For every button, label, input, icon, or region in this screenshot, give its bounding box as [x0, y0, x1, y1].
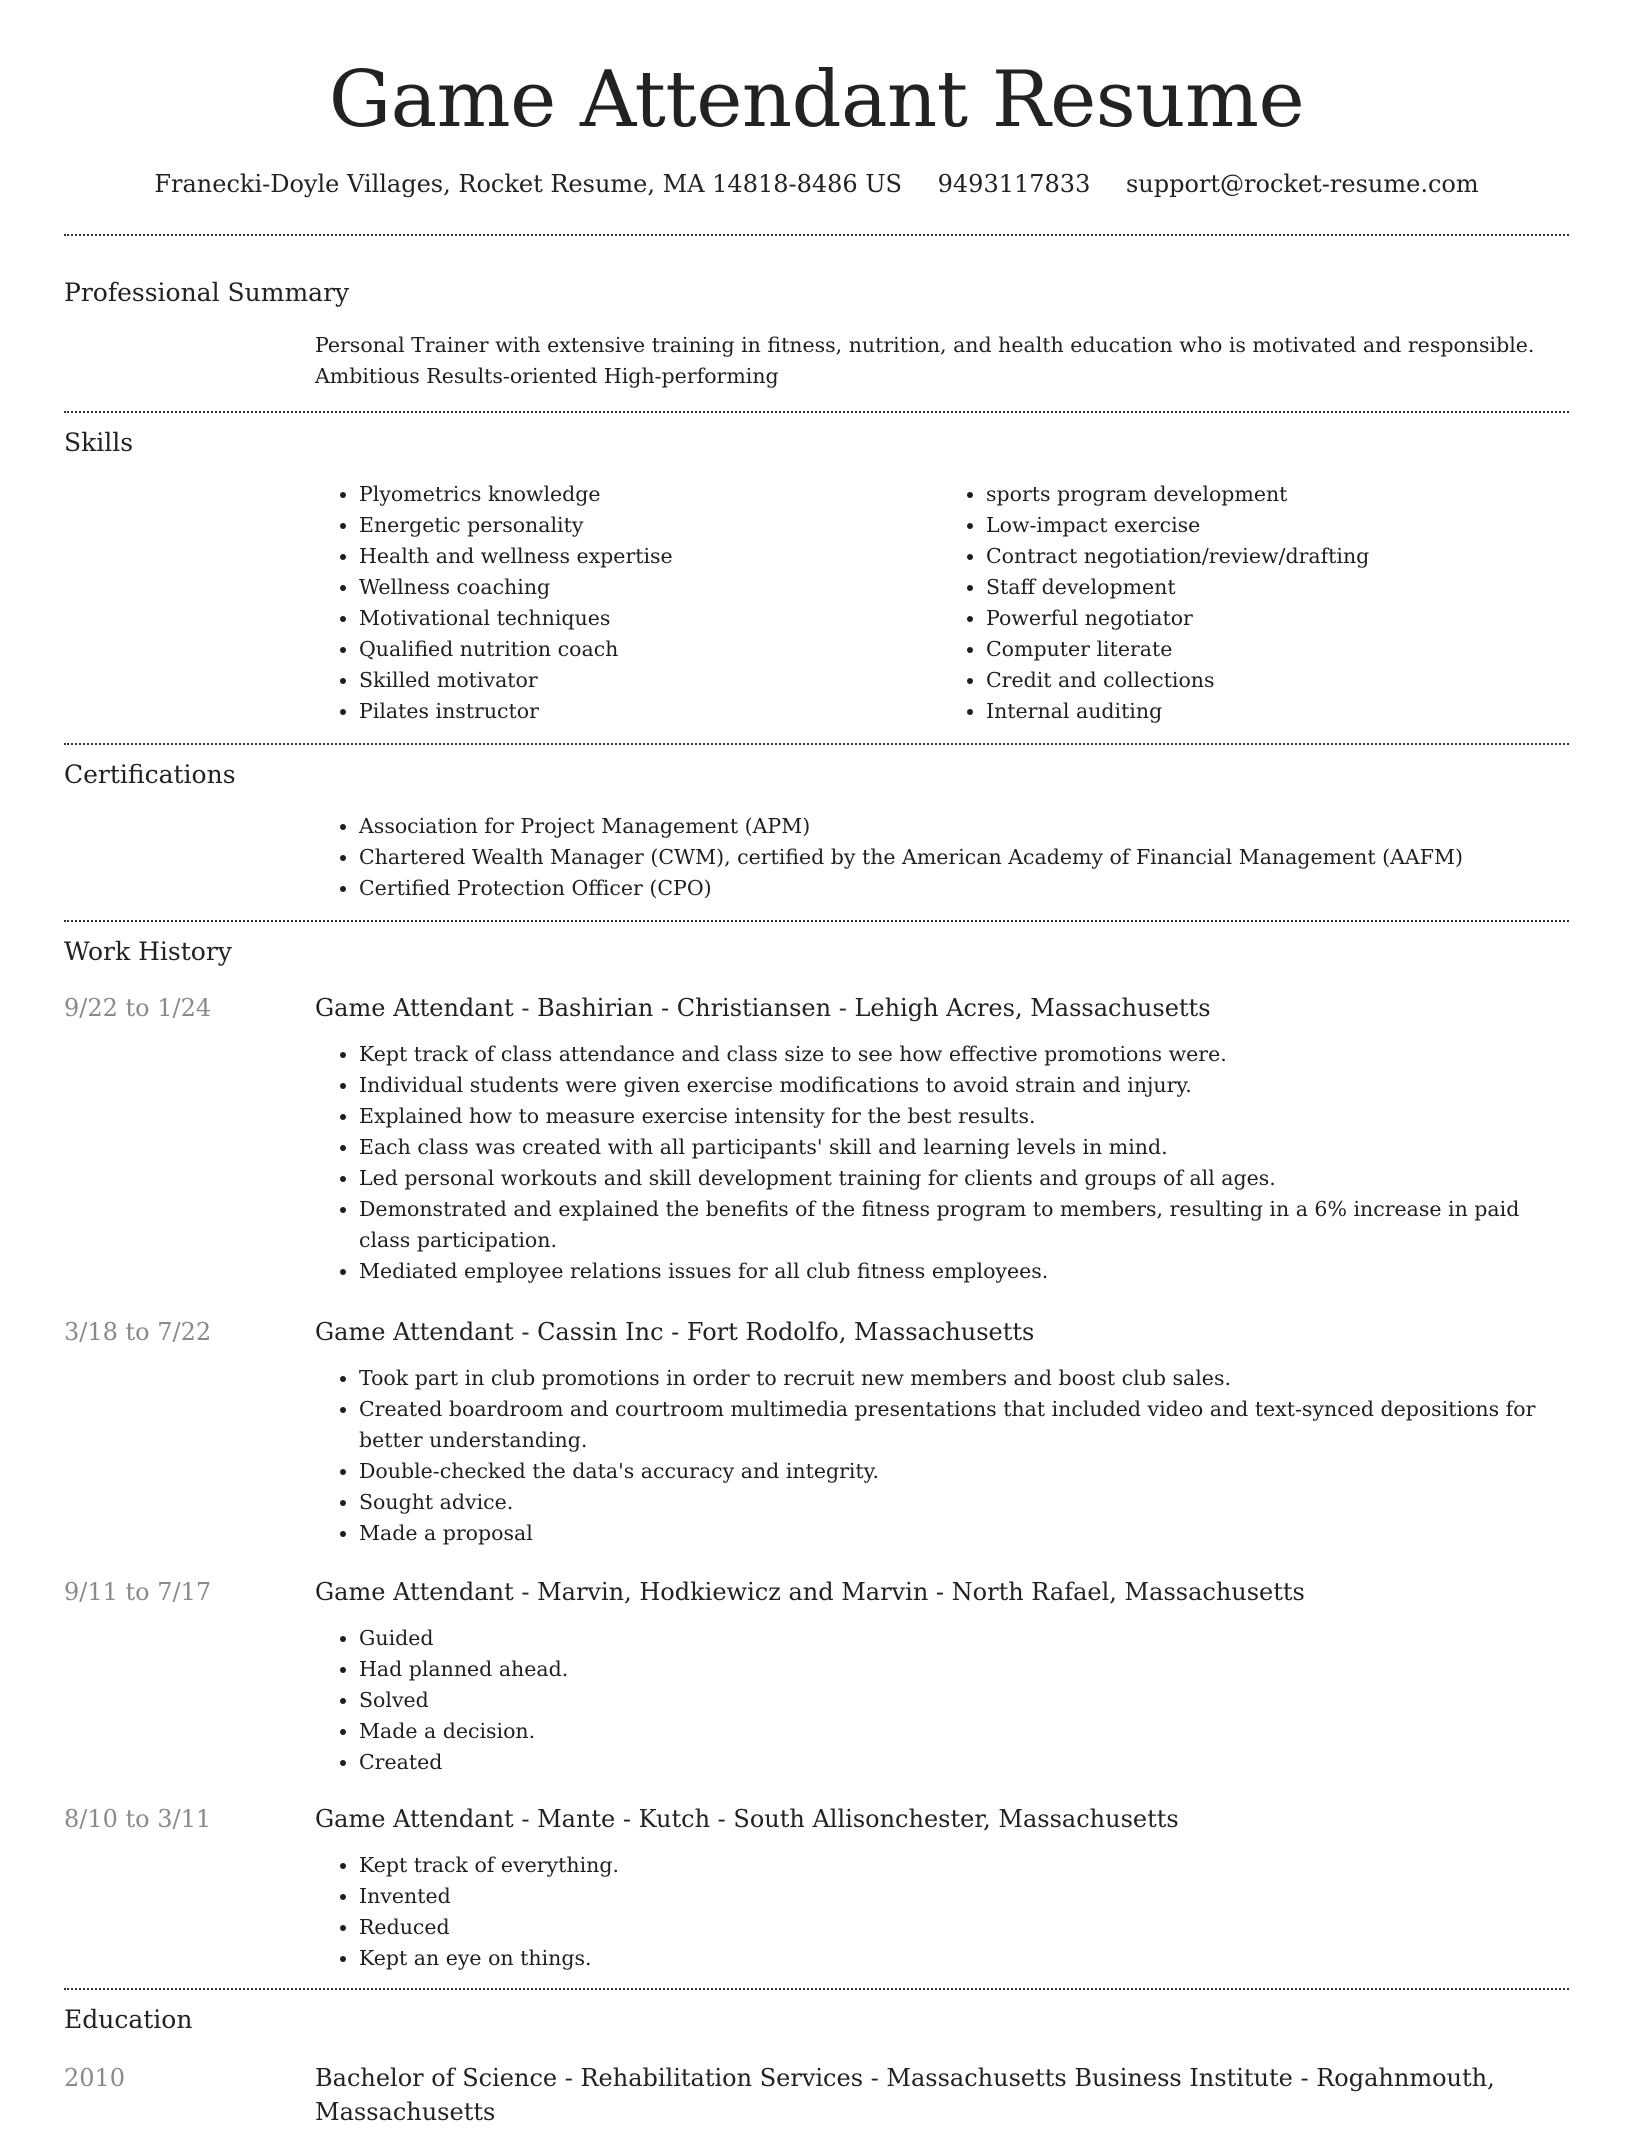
skill-item: • Qualified nutrition coach — [359, 634, 942, 665]
skill-item: • Computer literate — [986, 634, 1569, 665]
job-bullet: • Mediated employee relations issues for all club fitness employees. — [359, 1256, 1569, 1287]
job-entry — [64, 1315, 1569, 1549]
summary-text: Personal Trainer with extensive training in fitness, nutrition, and health education who is motivated and responsible. Ambitious Results-oriented High-performing — [315, 333, 1535, 388]
skill-item: • Plyometrics knowledge — [359, 479, 942, 510]
job-bullet: • Double-checked the data's accuracy and integrity. — [359, 1456, 1569, 1487]
job-bullets — [315, 1850, 1569, 1974]
work-section — [64, 935, 1569, 1974]
job-bullet: • Each class was created with all participants' skill and learning levels in mind. — [359, 1132, 1569, 1163]
job-entry — [64, 991, 1569, 1287]
job-bullet: • Guided — [359, 1623, 1569, 1654]
resume-page — [64, 0, 1569, 2129]
job-bullet: • Kept track of everything. — [359, 1850, 1569, 1881]
education-section — [64, 2003, 1569, 2129]
skills-section — [64, 426, 1569, 727]
job-bullet: • Created boardroom and courtroom multimedia presentations that included video and text-synced depositions for better understanding. — [359, 1394, 1569, 1456]
summary-section — [64, 276, 1569, 392]
skills-list-right — [942, 479, 1569, 727]
education-heading: Education — [64, 2005, 193, 2034]
skill-item: • Internal auditing — [986, 696, 1569, 727]
job-bullet: • Explained how to measure exercise intensity for the best results. — [359, 1101, 1569, 1132]
work-jobs — [64, 991, 1569, 1974]
summary-heading: Professional Summary — [64, 278, 350, 307]
skill-item: • Credit and collections — [986, 665, 1569, 696]
job-title: Game Attendant - Mante - Kutch - South Allisonchester, Massachusetts — [315, 1805, 1179, 1833]
job-bullet: • Solved — [359, 1685, 1569, 1716]
job-bullet: • Demonstrated and explained the benefits of the fitness program to members, resulting in a 6% increase in paid class participation. — [359, 1194, 1569, 1256]
skill-item: • Motivational techniques — [359, 603, 942, 634]
job-title: Game Attendant - Cassin Inc - Fort Rodolfo, Massachusetts — [315, 1318, 1035, 1346]
job-bullet: • Kept track of class attendance and class size to see how effective promotions were. — [359, 1039, 1569, 1070]
job-entry — [64, 1802, 1569, 1974]
skill-item: • Staff development — [986, 572, 1569, 603]
divider — [64, 234, 1569, 236]
skill-item: • Contract negotiation/review/drafting — [986, 541, 1569, 572]
certifications-heading: Certifications — [64, 760, 236, 789]
job-bullet: • Led personal workouts and skill development training for clients and groups of all ages. — [359, 1163, 1569, 1194]
contact-address: Franecki-Doyle Villages, Rocket Resume, MA 14818-8486 US — [154, 170, 902, 198]
job-dates: 8/10 to 3/11 — [64, 1805, 212, 1833]
skills-heading: Skills — [64, 428, 134, 457]
skill-item: • Skilled motivator — [359, 665, 942, 696]
job-bullet: • Took part in club promotions in order to recruit new members and boost club sales. — [359, 1363, 1569, 1394]
job-bullet: • Made a proposal — [359, 1518, 1569, 1549]
skill-item: • Wellness coaching — [359, 572, 942, 603]
certification-item: • Chartered Wealth Manager (CWM), certified by the American Academy of Financial Management (AAFM) — [359, 842, 1569, 873]
certification-item: • Association for Project Management (APM) — [359, 811, 1569, 842]
contact-email: support@rocket-resume.com — [1125, 170, 1479, 198]
job-bullet: • Kept an eye on things. — [359, 1943, 1569, 1974]
work-heading: Work History — [64, 937, 232, 966]
skills-list-left — [315, 479, 942, 727]
job-bullet: • Invented — [359, 1881, 1569, 1912]
skill-item: • Pilates instructor — [359, 696, 942, 727]
job-title: Game Attendant - Bashirian - Christiansen - Lehigh Acres, Massachusetts — [315, 994, 1211, 1022]
education-degree: Bachelor of Science - Rehabilitation Services - Massachusetts Business Institute - Rogahnmouth, Massachusetts — [315, 2064, 1495, 2126]
job-bullets — [315, 1039, 1569, 1287]
education-entry — [64, 2061, 1569, 2129]
job-bullet: • Individual students were given exercise modifications to avoid strain and injury. — [359, 1070, 1569, 1101]
job-dates: 3/18 to 7/22 — [64, 1318, 212, 1346]
job-entry — [64, 1575, 1569, 1778]
certifications-section — [64, 758, 1569, 904]
divider — [64, 920, 1569, 922]
job-bullets — [315, 1363, 1569, 1549]
skill-item: • Low-impact exercise — [986, 510, 1569, 541]
skill-item: • sports program development — [986, 479, 1569, 510]
divider — [64, 411, 1569, 413]
contact-phone: 9493117833 — [937, 170, 1091, 198]
job-dates: 9/22 to 1/24 — [64, 994, 212, 1022]
education-date: 2010 — [64, 2064, 126, 2092]
divider — [64, 1988, 1569, 1990]
job-bullet: • Created — [359, 1747, 1569, 1778]
job-bullet: • Sought advice. — [359, 1487, 1569, 1518]
contact-line — [64, 168, 1569, 200]
job-bullet: • Reduced — [359, 1912, 1569, 1943]
job-dates: 9/11 to 7/17 — [64, 1578, 212, 1606]
resume-title: Game Attendant Resume — [328, 55, 1305, 145]
job-bullets — [315, 1623, 1569, 1778]
divider — [64, 743, 1569, 745]
certification-item: • Certified Protection Officer (CPO) — [359, 873, 1569, 904]
job-title: Game Attendant - Marvin, Hodkiewicz and Marvin - North Rafael, Massachusetts — [315, 1578, 1305, 1606]
skill-item: • Powerful negotiator — [986, 603, 1569, 634]
job-bullet: • Made a decision. — [359, 1716, 1569, 1747]
certifications-list — [315, 811, 1569, 904]
skills-columns — [315, 479, 1569, 727]
skill-item: • Energetic personality — [359, 510, 942, 541]
certifications-content — [315, 811, 1569, 904]
job-bullet: • Had planned ahead. — [359, 1654, 1569, 1685]
skill-item: • Health and wellness expertise — [359, 541, 942, 572]
